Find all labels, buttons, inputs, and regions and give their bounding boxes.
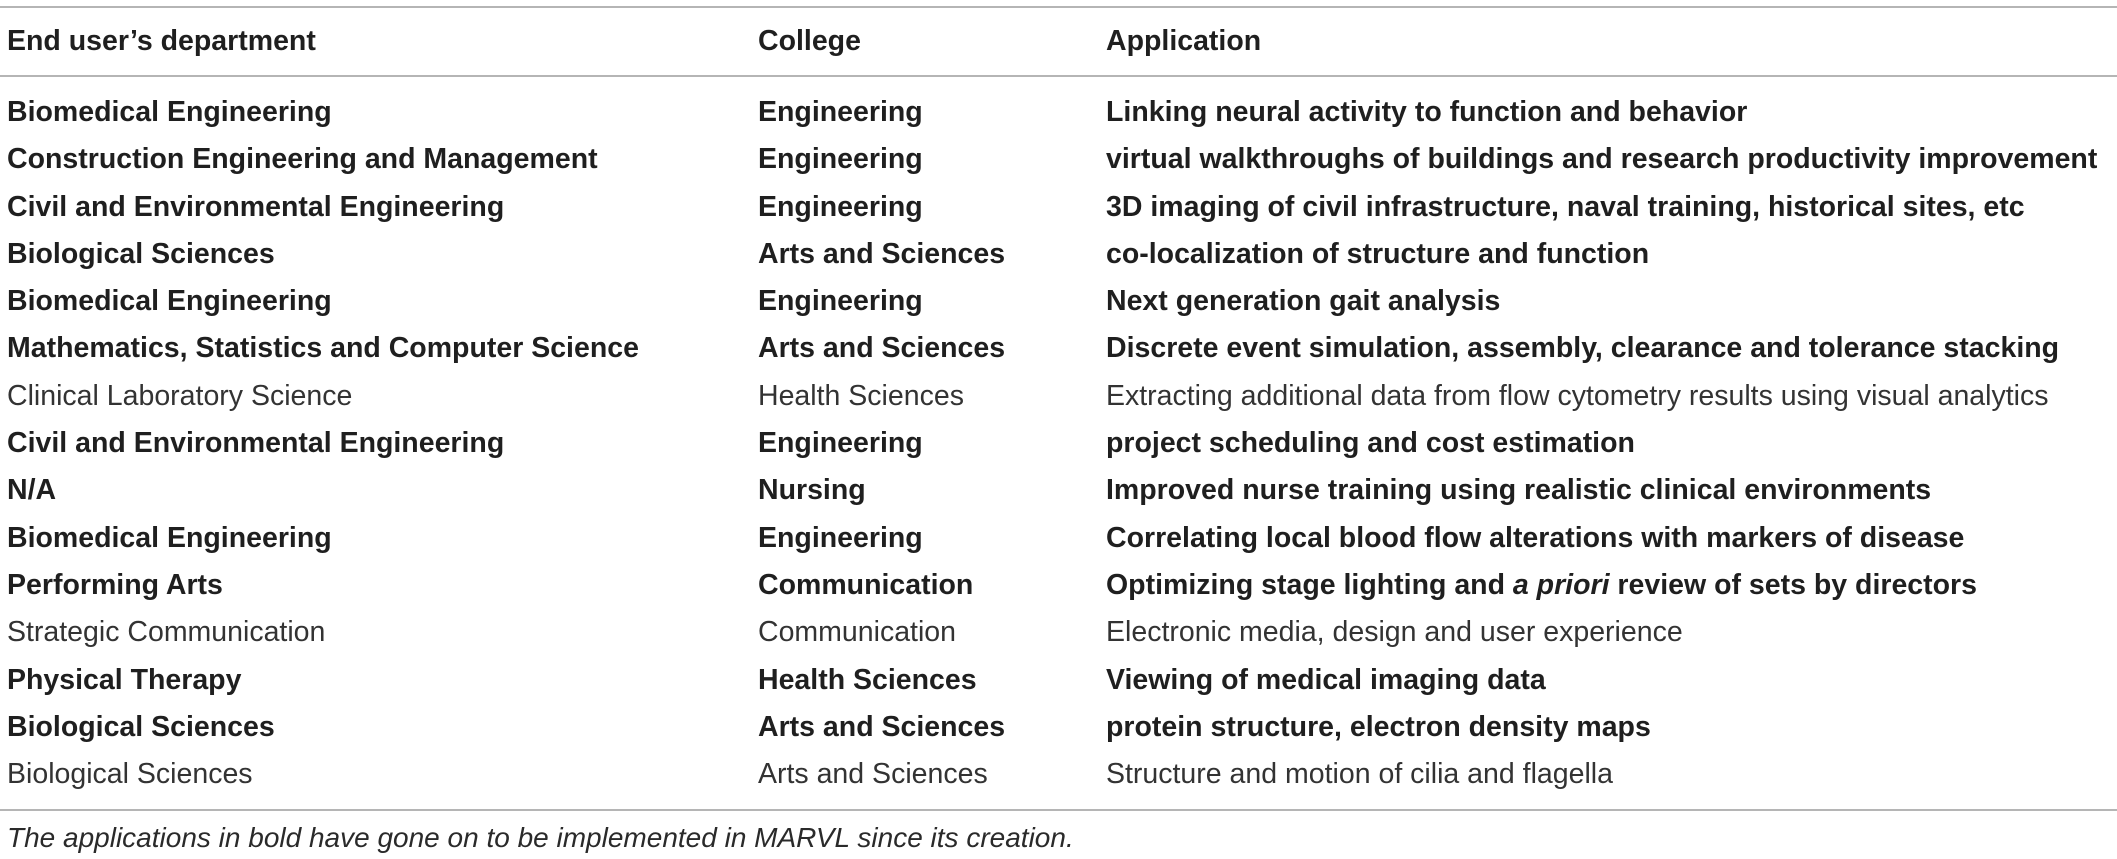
cell-application: project scheduling and cost estimation bbox=[1106, 427, 1635, 460]
cell-application: virtual walkthroughs of buildings and research productivity improvement bbox=[1106, 143, 2098, 176]
cell-application: Next generation gait analysis bbox=[1106, 285, 1501, 318]
cell-department: Construction Engineering and Management bbox=[7, 143, 598, 176]
cell-application: Structure and motion of cilia and flagella bbox=[1106, 758, 1613, 791]
table-row bbox=[0, 186, 2117, 233]
cell-application: co-localization of structure and function bbox=[1106, 237, 1650, 270]
cell-application: protein structure, electron density maps bbox=[1106, 710, 1651, 743]
cell-college: Arts and Sciences bbox=[758, 758, 988, 791]
cell-department: Biomedical Engineering bbox=[7, 521, 332, 554]
cell-application: Discrete event simulation, assembly, clearance and tolerance stacking bbox=[1106, 332, 2060, 365]
cell-college: Arts and Sciences bbox=[758, 237, 1006, 270]
header-rule bbox=[0, 75, 2117, 77]
table-body bbox=[0, 91, 2117, 800]
table-row bbox=[0, 233, 2117, 280]
cell-college: Engineering bbox=[758, 521, 923, 554]
table-row bbox=[0, 564, 2117, 611]
cell-application: Viewing of medical imaging data bbox=[1106, 663, 1546, 696]
cell-application: Correlating local blood flow alterations with markers of disease bbox=[1106, 521, 1965, 554]
cell-department: Biomedical Engineering bbox=[7, 285, 332, 318]
table-footnote: The applications in bold have gone on to be implemented in MARVL since its creation. bbox=[7, 822, 1074, 853]
cell-department: Biological Sciences bbox=[7, 710, 275, 743]
table-row bbox=[0, 280, 2117, 327]
header-application: Application bbox=[1106, 25, 1262, 57]
cell-application: Linking neural activity to function and behavior bbox=[1106, 96, 1748, 128]
table-row bbox=[0, 517, 2117, 564]
table-row bbox=[0, 659, 2117, 706]
cell-department: Civil and Environmental Engineering bbox=[7, 427, 505, 460]
table-header-row bbox=[0, 20, 2117, 62]
application-part: review of sets by directors bbox=[1609, 568, 1977, 601]
cell-college: Health Sciences bbox=[758, 379, 964, 412]
cell-college: Engineering bbox=[758, 427, 923, 460]
cell-application bbox=[1106, 564, 1977, 606]
cell-application: Extracting additional data from flow cytometry results using visual analytics bbox=[1106, 379, 2049, 412]
table-row bbox=[0, 611, 2117, 658]
table-row bbox=[0, 91, 2117, 138]
cell-department: Biological Sciences bbox=[7, 758, 253, 791]
table-row bbox=[0, 138, 2117, 185]
table-row bbox=[0, 422, 2117, 469]
cell-department: Clinical Laboratory Science bbox=[7, 379, 353, 412]
cell-college: Communication bbox=[758, 568, 974, 601]
header-department: End user’s department bbox=[7, 25, 316, 57]
cell-department: Biomedical Engineering bbox=[7, 96, 332, 128]
cell-application: 3D imaging of civil infrastructure, naval training, historical sites, etc bbox=[1106, 190, 2025, 223]
cell-college: Engineering bbox=[758, 285, 923, 318]
cell-college: Arts and Sciences bbox=[758, 332, 1006, 365]
table-row bbox=[0, 375, 2117, 422]
cell-department: Performing Arts bbox=[7, 568, 223, 601]
table-row bbox=[0, 327, 2117, 374]
cell-application: Electronic media, design and user experience bbox=[1106, 616, 1683, 649]
cell-application: Improved nurse training using realistic clinical environments bbox=[1106, 474, 1932, 507]
application-part: Optimizing stage lighting and bbox=[1106, 568, 1513, 601]
table-row bbox=[0, 706, 2117, 753]
cell-department: N/A bbox=[7, 474, 57, 507]
bottom-rule bbox=[0, 809, 2117, 811]
cell-college: Arts and Sciences bbox=[758, 710, 1006, 743]
top-rule bbox=[0, 6, 2117, 8]
header-college: College bbox=[758, 25, 861, 57]
cell-department: Physical Therapy bbox=[7, 663, 242, 696]
cell-college: Engineering bbox=[758, 190, 923, 223]
cell-college: Communication bbox=[758, 616, 956, 649]
application-italic-part: a priori bbox=[1512, 568, 1610, 601]
table-row bbox=[0, 753, 2117, 800]
table-row bbox=[0, 469, 2117, 516]
cell-department: Civil and Environmental Engineering bbox=[7, 190, 505, 223]
cell-department: Mathematics, Statistics and Computer Science bbox=[7, 332, 639, 365]
cell-college: Engineering bbox=[758, 96, 923, 128]
cell-department: Strategic Communication bbox=[7, 616, 326, 649]
cell-college: Nursing bbox=[758, 474, 866, 507]
cell-department: Biological Sciences bbox=[7, 237, 275, 270]
cell-college: Engineering bbox=[758, 143, 923, 176]
cell-college: Health Sciences bbox=[758, 663, 977, 696]
